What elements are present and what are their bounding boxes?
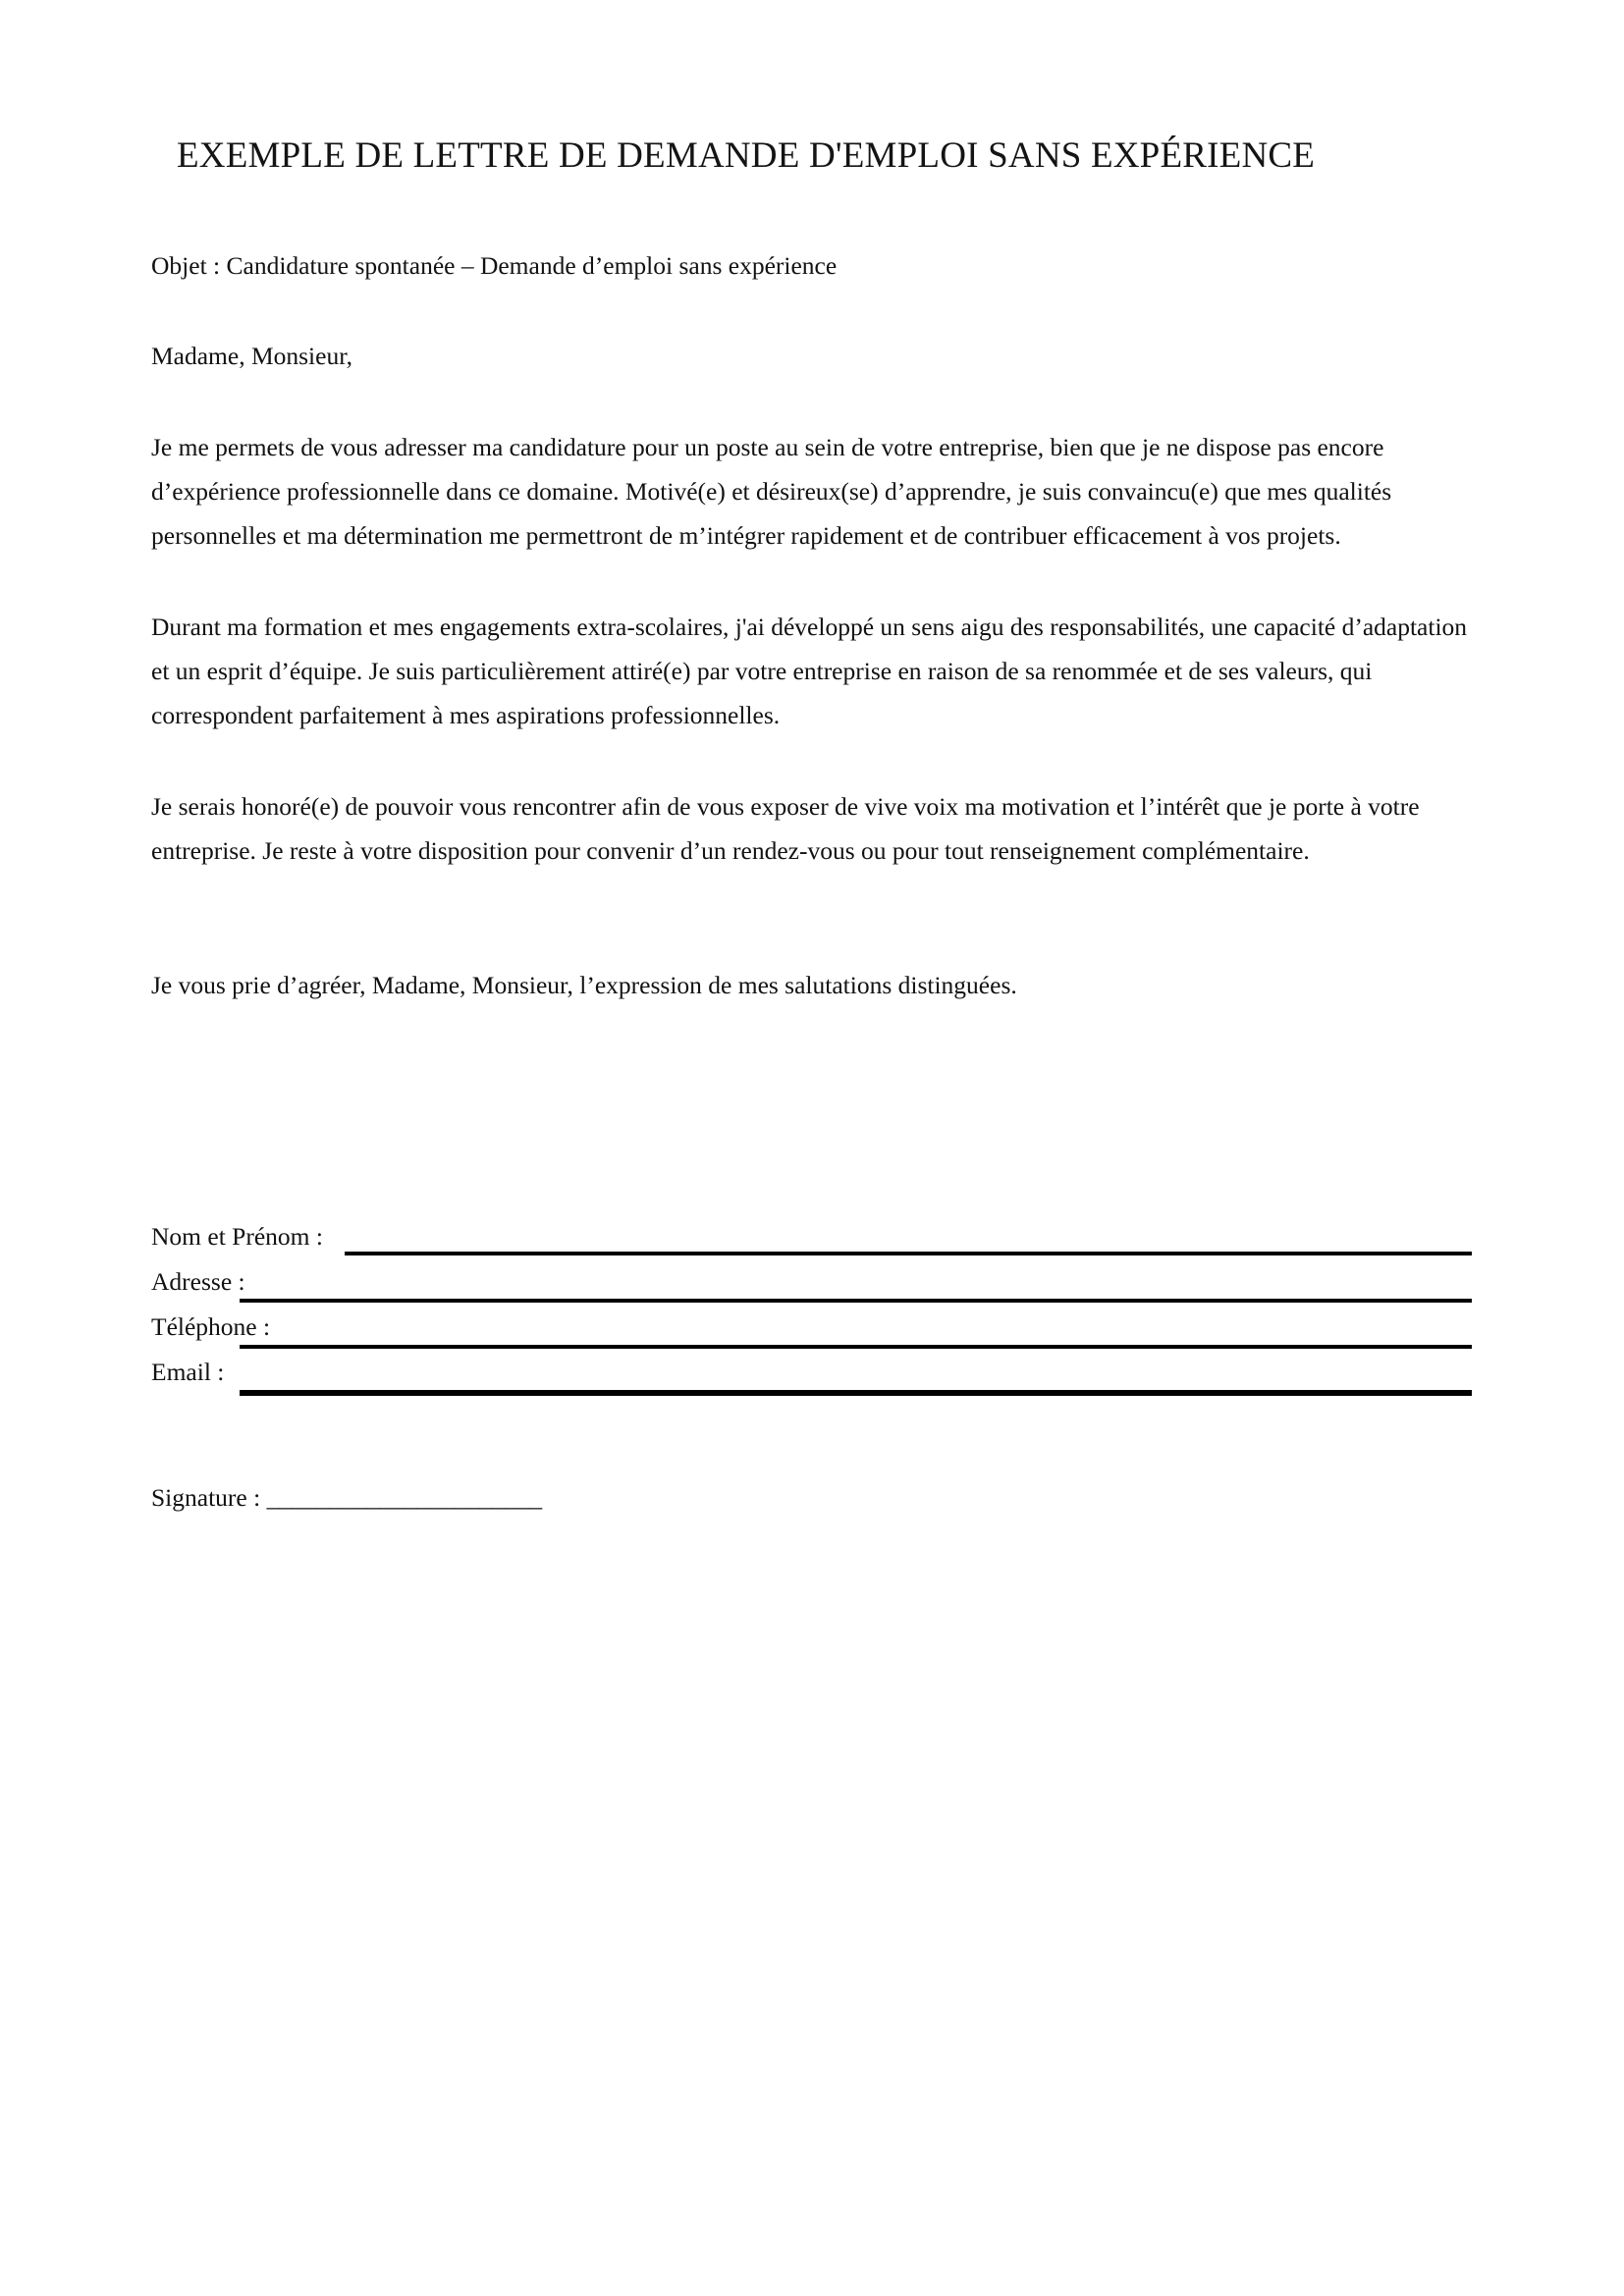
contact-fields-block [151,1220,1472,1401]
field-row-email [151,1356,1472,1401]
letter-closing: Je vous prie d’agréer, Madame, Monsieur, l’expression de mes salutations distinguées. [151,971,1017,999]
letter-paragraph-3: Je serais honoré(e) de pouvoir vous rencontrer afin de vous exposer de vive voix ma motivation et l’intérêt que je porte à votre entreprise. Je reste à votre disposition pour convenir d’un rendez-vous ou pour tout renseignement complémentaire. [151,792,1420,865]
signature-field[interactable]: Signature : ______________________ [151,1483,543,1512]
field-label-telephone: Téléphone : [151,1312,271,1341]
field-row-nom-prenom [151,1220,1472,1265]
letter-body [151,243,1472,1007]
page-title: EXEMPLE DE LETTRE DE DEMANDE D'EMPLOI SANS EXPÉRIENCE [177,134,1316,176]
letter-paragraph-2: Durant ma formation et mes engagements extra-scolaires, j'ai développé un sens aigu des responsabilités, une capacité d’adaptation et un esprit d’équipe. Je suis particulièrement attiré(e) par votre entreprise en raison de sa renommée et de ses valeurs, qui correspondent parfaitement à mes aspirations professionnelles. [151,613,1468,729]
letter-paragraph-1: Je me permets de vous adresser ma candidature pour un poste au sein de votre entreprise, bien que je ne dispose pas encore d’expérience professionnelle dans ce domaine. Motivé(e) et désireux(se) d’apprendre, je suis convaincu(e) que mes qualités personnelles et ma détermination me permettront de m’intégrer rapidement et de contribuer efficacement à vos projets. [151,433,1392,550]
field-label-email: Email : [151,1358,225,1386]
field-input-telephone[interactable] [240,1345,1472,1349]
field-row-adresse [151,1265,1472,1310]
field-label-nom-prenom: Nom et Prénom : [151,1222,323,1251]
field-input-adresse[interactable] [240,1299,1472,1303]
letter-salutation: Madame, Monsieur, [151,342,353,370]
field-input-email[interactable] [240,1390,1472,1396]
letter-subject: Objet : Candidature spontanée – Demande d’emploi sans expérience [151,251,838,280]
field-label-adresse: Adresse : [151,1267,245,1296]
field-row-telephone [151,1310,1472,1356]
field-input-nom-prenom[interactable] [345,1252,1472,1255]
